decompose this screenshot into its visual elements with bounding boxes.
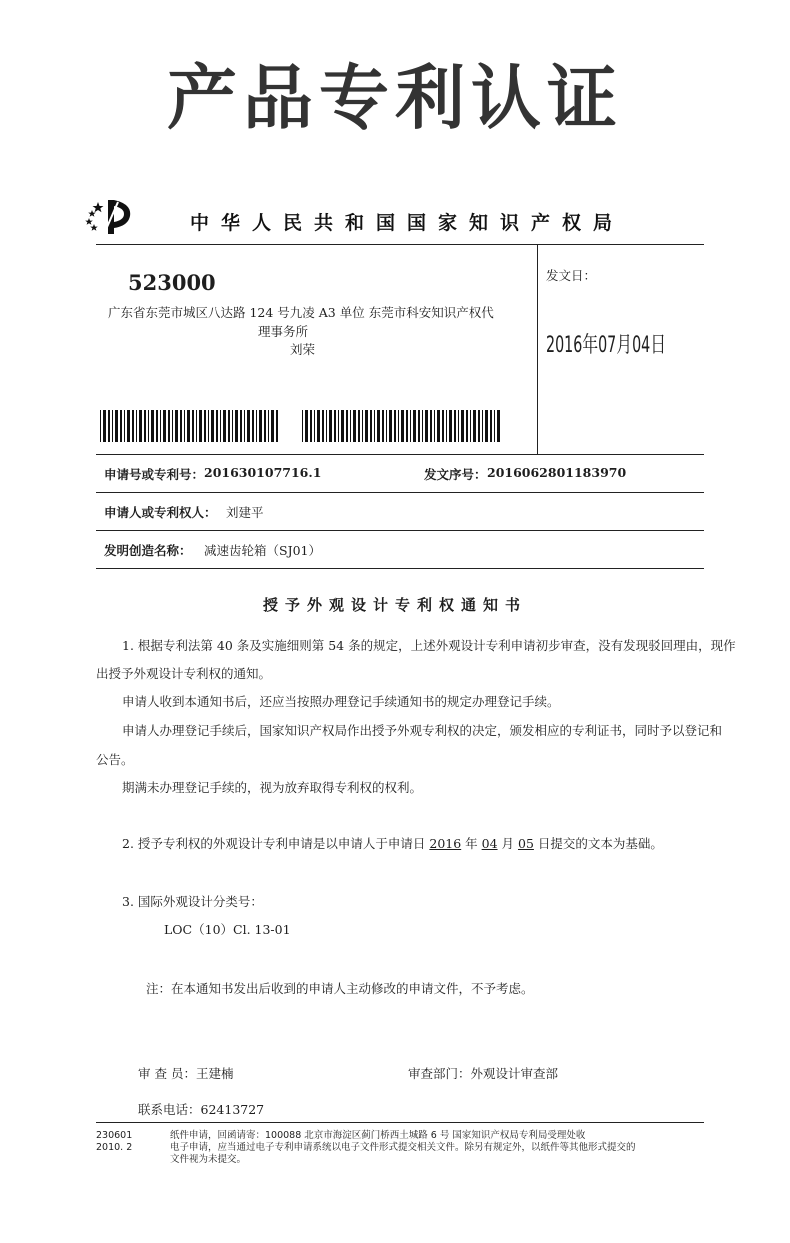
paragraph-3-line-2: 公告。: [96, 752, 134, 767]
paragraph-3-line-1: 申请人办理登记手续后，国家知识产权局作出授予外观专利权的决定，颁发相应的专利证书，同时予以登记和: [122, 723, 723, 738]
examiner-name: 王建楠: [195, 1066, 234, 1081]
applicant-name: 刘建平: [226, 505, 264, 520]
application-number-label: 申请号或专利号：: [104, 467, 205, 482]
notice-title: 授予外观设计专利权通知书: [262, 596, 527, 614]
recipient-name: 刘荣: [290, 342, 316, 357]
filing-day: 05: [518, 836, 534, 851]
barcode-right: [302, 410, 502, 442]
department-label: 审查部门：: [408, 1066, 471, 1081]
paragraph-1-line-1: 1. 根据专利法第 40 条及实施细则第 54 条的规定，上述外观设计专利申请初步审查，没有发现驳回理由，现作: [122, 638, 736, 653]
paragraph-6: 3. 国际外观设计分类号：: [122, 894, 263, 909]
paragraph-4: 期满未办理登记手续的，视为放弃取得专利权的权利。: [122, 780, 423, 795]
phone-number: 62413727: [200, 1102, 265, 1117]
serial-number-label: 发文序号：: [424, 467, 487, 482]
office-name: 中华人民共和国国家知识产权局: [190, 212, 625, 234]
invention-name: 减速齿轮箱（SJ01）: [204, 543, 321, 558]
fields-top-rule: [96, 454, 704, 455]
footer-rule: [96, 1122, 704, 1123]
notice-note: 注：在本通知书发出后收到的申请人主动修改的申请文件，不予考虑。: [146, 981, 534, 996]
footer-line-2: 电子申请，应当通过电子专利申请系统以电子文件形式提交相关文件。除另有规定外，以纸件等其他形式提交的: [170, 1142, 636, 1153]
banner-title: 产品专利认证: [167, 57, 623, 139]
invention-label: 发明创造名称：: [104, 543, 192, 558]
address-line-1: 广东省东莞市城区八达路 124 号九凌 A3 单位 东莞市科安知识产权代: [108, 305, 494, 320]
department-name: 外观设计审查部: [470, 1066, 559, 1081]
fields-rule-2: [96, 530, 704, 531]
filing-month: 04: [481, 836, 498, 851]
examiner-line: [138, 1060, 233, 1088]
dispatch-date: 2016年07月04日: [546, 333, 667, 358]
address-line-2: 理事务所: [258, 324, 309, 339]
serial-number: 2016062801183970: [487, 465, 627, 480]
form-code: 230601: [96, 1130, 133, 1141]
month-unit: 月: [497, 836, 518, 851]
applicant-label: 申请人或专利权人：: [104, 505, 217, 520]
form-version: 2010. 2: [96, 1142, 133, 1153]
paragraph-5: [122, 830, 663, 858]
zip-code: 523000: [128, 270, 216, 295]
year-unit: 年: [461, 836, 482, 851]
paragraph-1-line-2: 出授予外观设计专利权的通知。: [96, 666, 272, 681]
classification-code: LOC（10）Cl. 13-01: [164, 922, 291, 937]
cnipa-logo-icon: [84, 196, 140, 238]
examiner-label: 审 查 员：: [138, 1066, 196, 1081]
filing-year: 2016: [429, 836, 462, 851]
application-number: 201630107716.1: [204, 465, 322, 480]
header-rule: [96, 244, 704, 245]
paragraph-5-suffix: 日提交的文本为基础。: [533, 836, 663, 851]
footer-line-1: 纸件申请，回函请寄：100088 北京市海淀区蓟门桥西土城路 6 号 国家知识产权局专利局受理处收: [170, 1130, 586, 1141]
fields-rule-1: [96, 492, 704, 493]
phone-line: [138, 1096, 264, 1124]
footer-line-3: 文件视为未提交。: [170, 1154, 247, 1165]
dispatch-date-label: 发文日：: [546, 268, 597, 283]
dispatch-divider: [537, 244, 538, 454]
department-line: [408, 1060, 558, 1088]
paragraph-2: 申请人收到本通知书后，还应当按照办理登记手续通知书的规定办理登记手续。: [122, 694, 560, 709]
barcode-left: [100, 410, 280, 442]
paragraph-5-prefix: 2. 授予专利权的外观设计专利申请是以申请人于申请日: [122, 836, 430, 851]
fields-bottom-rule: [96, 568, 704, 569]
phone-label: 联系电话：: [138, 1102, 201, 1117]
